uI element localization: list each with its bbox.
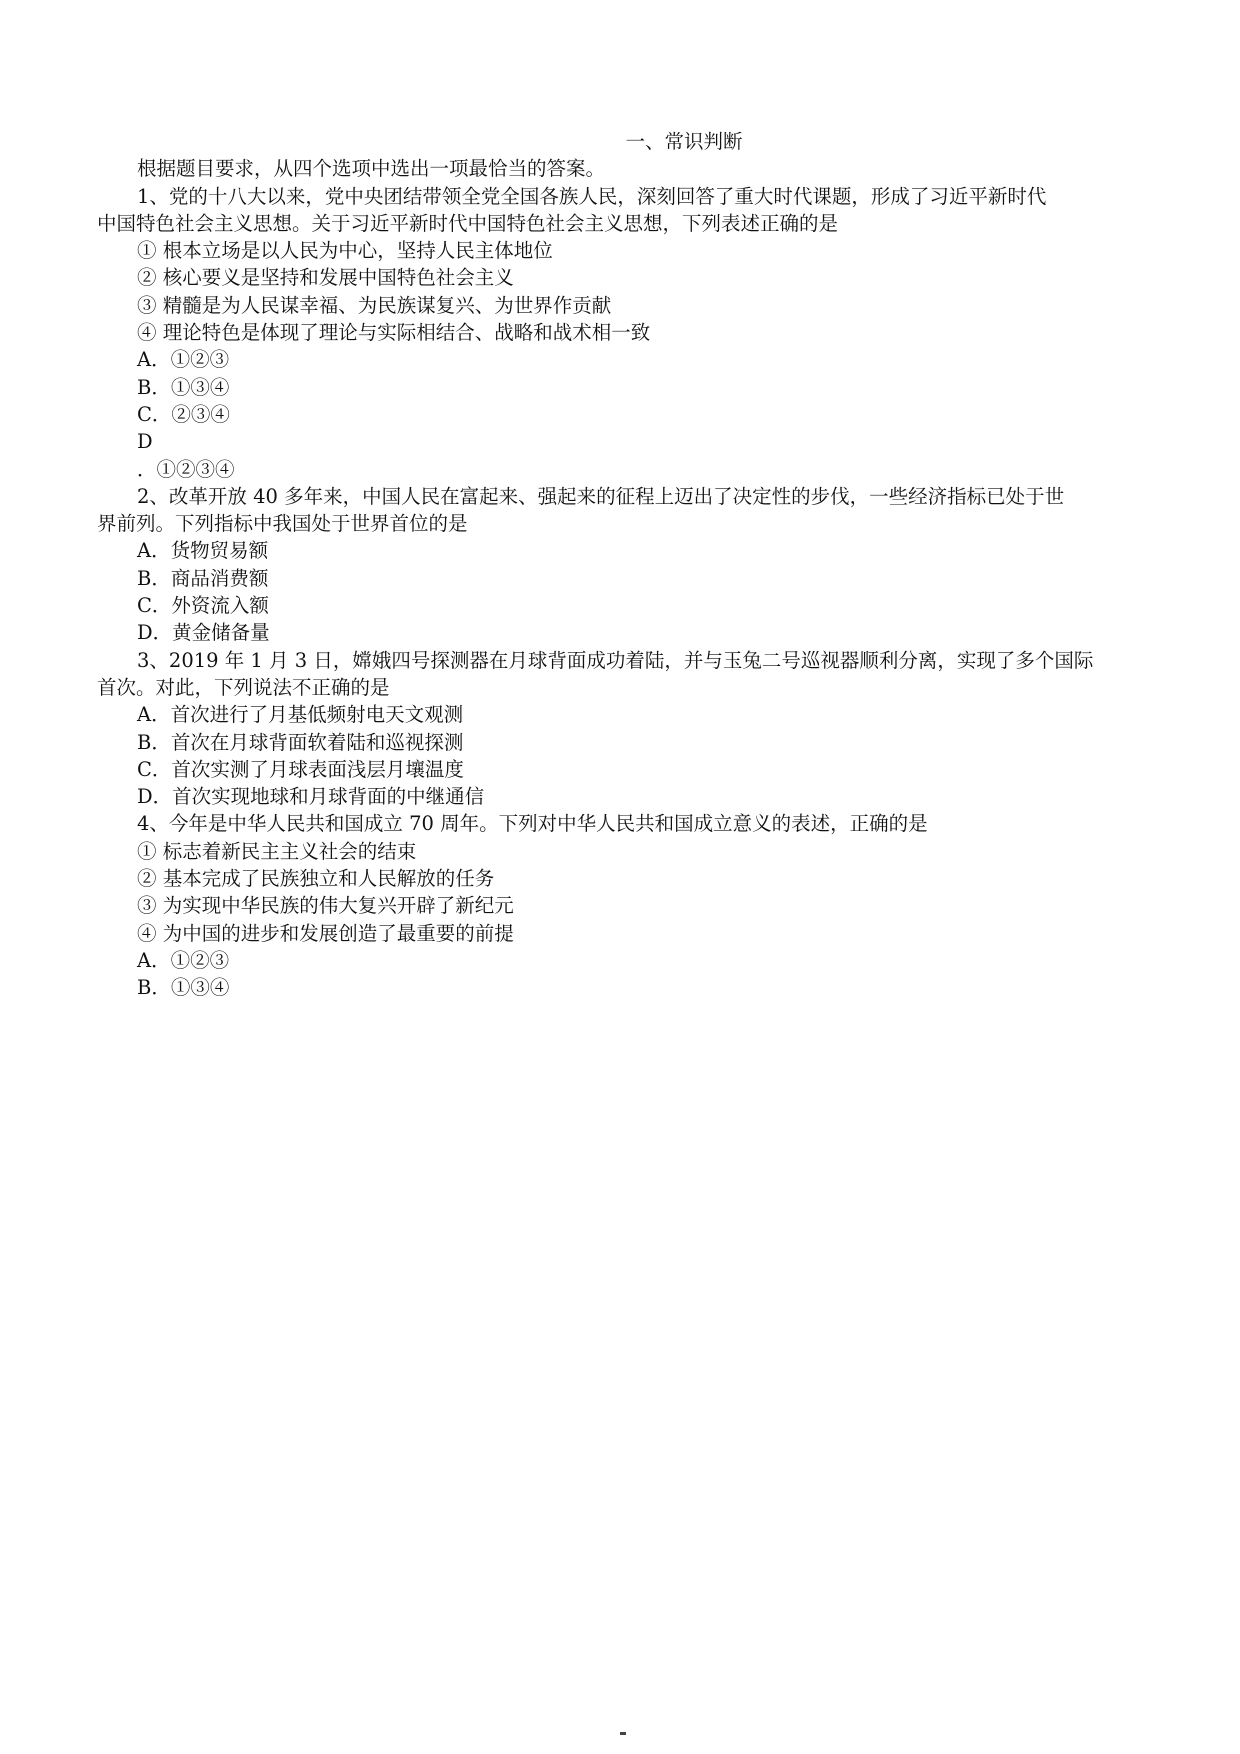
- instruction-text: 根据题目要求，从四个选项中选出一项最恰当的答案。: [137, 157, 606, 181]
- statement-item: ① 标志着新民主主义社会的结束: [137, 839, 417, 863]
- page-footer-mark: [620, 1732, 626, 1735]
- question-3: [97, 647, 1147, 811]
- option-item: B．首次在月球背面软着陆和巡视探测: [137, 730, 464, 754]
- question-stem-line: 1、党的十八大以来，党中央团结带领全党全国各族人民，深刻回答了重大时代课题，形成了习近平新时代: [137, 184, 1047, 208]
- question-stem-line: 中国特色社会主义思想。关于习近平新时代中国特色社会主义思想，下列表述正确的是: [97, 211, 839, 235]
- question-stem-line: 4、今年是中华人民共和国成立 70 周年。下列对中华人民共和国成立意义的表述，正确的是: [137, 812, 928, 836]
- question-stem-line: 界前列。下列指标中我国处于世界首位的是: [97, 512, 468, 536]
- option-item: A．①②③: [137, 348, 230, 372]
- statement-item: ② 基本完成了民族独立和人民解放的任务: [137, 867, 495, 891]
- option-item: C．外资流入额: [137, 594, 269, 618]
- question-1: [97, 183, 1147, 483]
- question-stem-line: 3、2019 年 1 月 3 日，嫦娥四号探测器在月球背面成功着陆，并与玉兔二号巡视器顺利分离，实现了多个国际: [137, 648, 1094, 672]
- statement-item: ④ 为中国的进步和发展创造了最重要的前提: [137, 921, 514, 945]
- question-stem-line: 2、改革开放 40 多年来，中国人民在富起来、强起来的征程上迈出了决定性的步伐，一些经济指标已处于世: [137, 484, 1065, 508]
- option-item: B．①③④: [137, 375, 230, 399]
- option-item: B．①③④: [137, 976, 230, 1000]
- option-item: B．商品消费额: [137, 566, 269, 590]
- option-item: D: [137, 430, 153, 454]
- question-4: [97, 810, 1147, 1001]
- document-body: [97, 128, 1147, 1002]
- question-2: [97, 483, 1147, 647]
- option-item: A．货物贸易额: [137, 539, 269, 563]
- option-item: C．首次实测了月球表面浅层月壤温度: [137, 757, 464, 781]
- option-item: C．②③④: [137, 402, 230, 426]
- statement-item: ② 核心要义是坚持和发展中国特色社会主义: [137, 266, 514, 290]
- statement-item: ③ 精髓是为人民谋幸福、为民族谋复兴、为世界作贡献: [137, 293, 612, 317]
- question-stem-line: 首次。对此，下列说法不正确的是: [97, 675, 390, 699]
- option-item: D．首次实现地球和月球背面的中继通信: [137, 785, 485, 809]
- option-item: D．黄金储备量: [137, 621, 270, 645]
- statement-item: ③ 为实现中华民族的伟大复兴开辟了新纪元: [137, 894, 514, 918]
- section-title: 一、常识判断: [625, 130, 743, 153]
- option-item: ．①②③④: [137, 457, 235, 481]
- option-item: A．首次进行了月基低频射电天文观测: [137, 703, 464, 727]
- statement-item: ④ 理论特色是体现了理论与实际相结合、战略和战术相一致: [137, 321, 651, 345]
- option-item: A．①②③: [137, 948, 230, 972]
- statement-item: ① 根本立场是以人民为中心，坚持人民主体地位: [137, 239, 553, 263]
